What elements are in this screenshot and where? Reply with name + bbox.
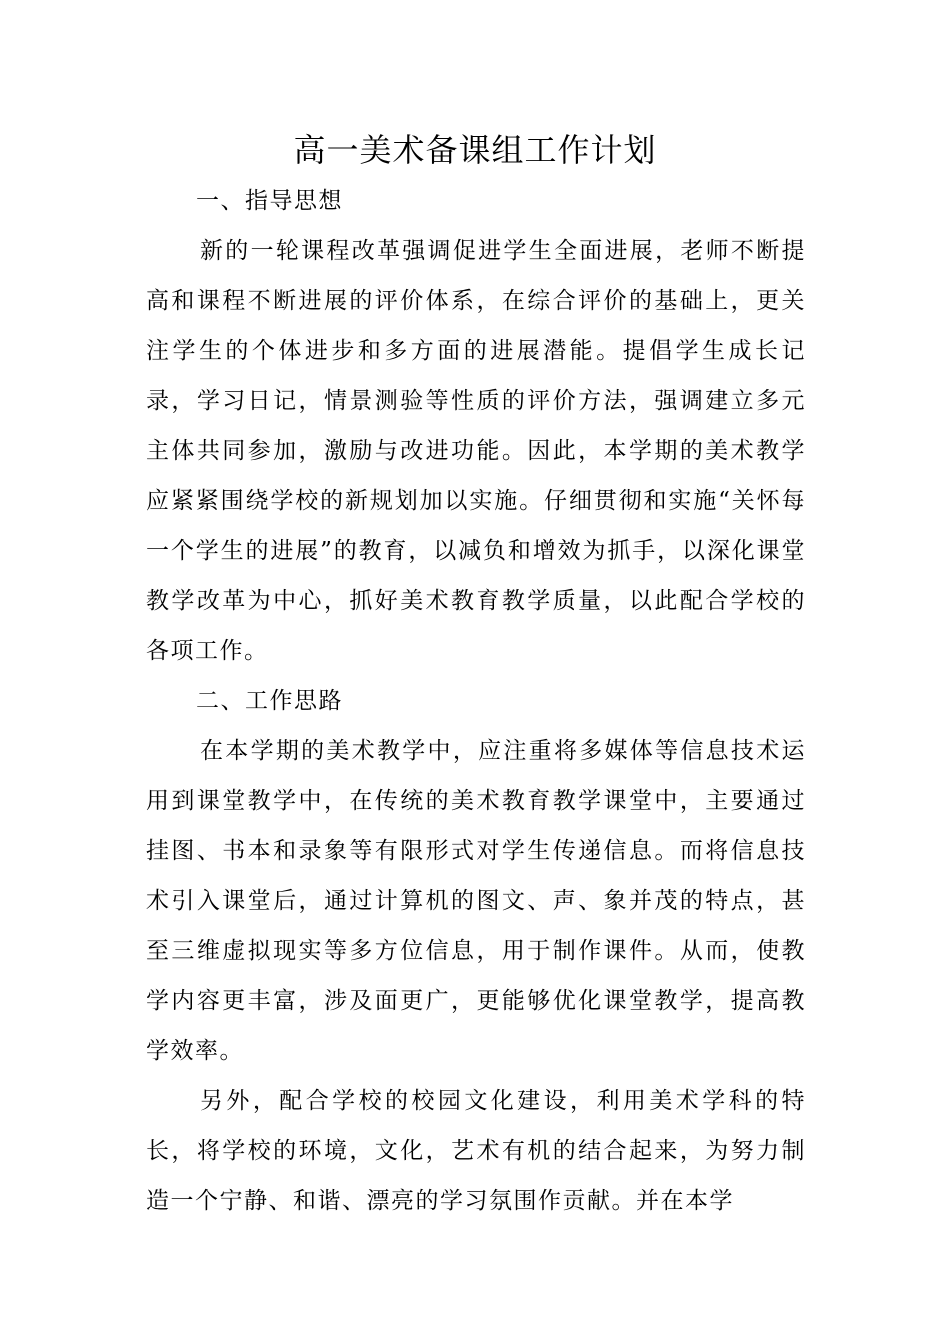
document-title: 高一美术备课组工作计划 (293, 131, 657, 169)
paragraph-work-approach-1: 在本学期的美术教学中，应注重将多媒体等信息技术运用到课堂教学中，在传统的美术教育教学课堂中，主要通过挂图、书本和录象等有限形式对学生传递信息。而将信息技术引入课堂后，通过计算机的图文、声、象并茂的特点，甚至三维虚拟现实等多方位信息，用于制作课件。从而，使教学内容更丰富，涉及面更广，更能够优化课堂教学，提高教学效率。 (146, 738, 806, 1064)
section-heading-work-approach: 二、工作思路 (196, 688, 343, 714)
paragraph-work-approach-2: 另外，配合学校的校园文化建设，利用美术学科的特长，将学校的环境，文化，艺术有机的结合起来，为努力制造一个宁静、和谐、漂亮的学习氛围作贡献。并在本学 (146, 1088, 806, 1214)
document-body (146, 176, 806, 1226)
paragraph-guiding-ideology: 新的一轮课程改革强调促进学生全面进展，老师不断提高和课程不断进展的评价体系，在综合评价的基础上，更关注学生的个体进步和多方面的进展潜能。提倡学生成长记录，学习日记，情景测验等性质的评价方法，强调建立多元主体共同参加，激励与改进功能。因此，本学期的美术教学应紧紧围绕学校的新规划加以实施。仔细贯彻和实施“关怀每一个学生的进展”的教育，以减负和增效为抓手，以深化课堂教学改革为中心，抓好美术教育教学质量，以此配合学校的各项工作。 (146, 238, 806, 664)
section-heading-guiding-ideology: 一、指导思想 (196, 188, 343, 214)
